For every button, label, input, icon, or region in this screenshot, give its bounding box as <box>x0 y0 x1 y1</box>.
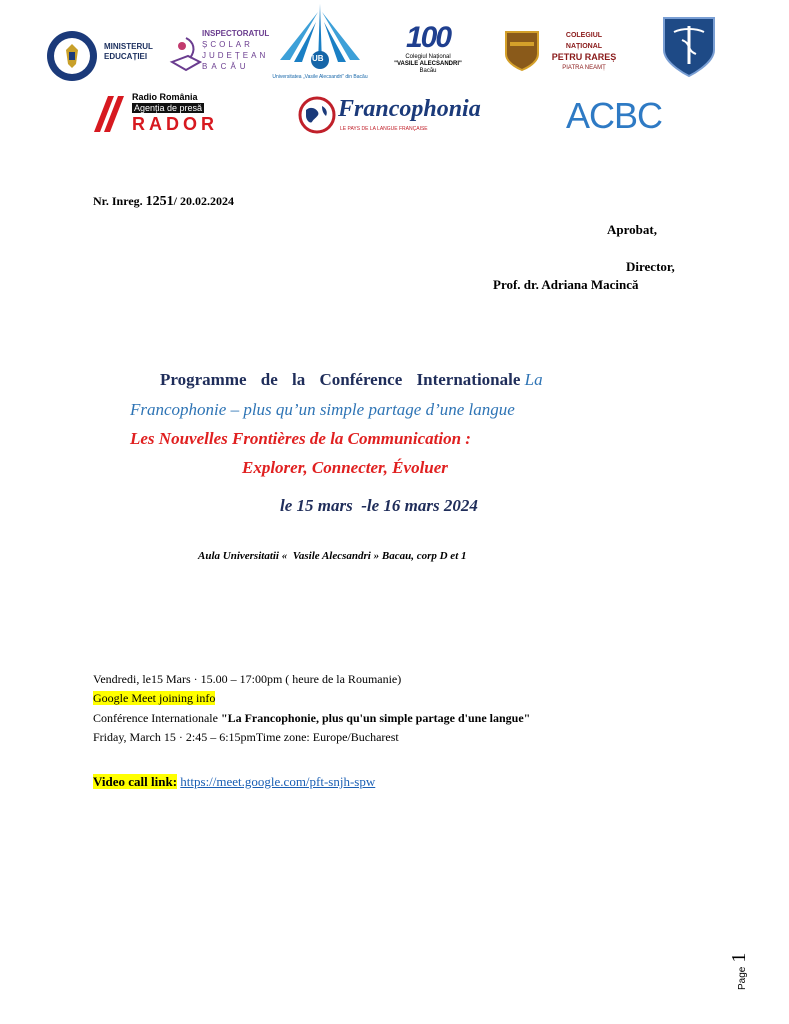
rares-line1: COLEGIUL NAȚIONAL <box>565 32 603 50</box>
video-call-line <box>93 774 375 790</box>
reg-label: Nr. Inreg. <box>93 194 143 208</box>
ub-caption: Universitatea „Vasile Alecsandri” din Bacău <box>272 74 368 80</box>
registration-line <box>93 194 234 210</box>
inspectoratul-line2: ȘCOLAR <box>202 40 253 49</box>
ub-logo <box>270 2 370 84</box>
programme-line3: Les Nouvelles Frontières de la Communication : <box>130 429 471 448</box>
page-footer <box>728 930 748 990</box>
page-number: 1 <box>728 952 750 963</box>
inspectoratul-line3: JUDEȚEAN <box>202 51 269 60</box>
globe-icon <box>298 96 336 134</box>
venue-line: Aula Universitatii « Vasile Alecsandri » Bacau, corp D et 1 <box>198 550 467 562</box>
ub-mark: UB <box>312 54 324 63</box>
ministerul-text: MINISTERUL EDUCAȚIEI <box>104 42 153 61</box>
video-call-label: Video call link: <box>93 774 178 789</box>
rares-crest-icon <box>500 28 544 72</box>
rares-logo <box>500 26 620 76</box>
meeting-schedule: Vendredi, le15 Mars · 15.00 – 17:00pm ( heure de la Roumanie) <box>93 672 402 686</box>
director-name: Prof. dr. Adriana Macincă <box>493 277 639 292</box>
inspectoratul-logo <box>168 28 270 78</box>
meet-info-label: Google Meet joining info <box>93 691 216 705</box>
video-call-link[interactable]: https://meet.google.com/pft-snjh-spw <box>180 774 376 789</box>
quill-book-icon <box>168 32 204 76</box>
programme-line4: Explorer, Connecter, Évoluer <box>242 458 448 477</box>
francophonia-logo: Francophonia LE PAYS DE LA LANGUE FRANÇAISE <box>298 94 498 140</box>
programme-line2: Francophonie – plus qu’un simple partage d’une langue <box>130 400 515 419</box>
friday-line: Friday, March 15 · 2:45 – 6:15pmTime zone: Europe/Bucharest <box>93 730 399 744</box>
programme-title: Programme de la Conférence Internationale <box>160 370 521 389</box>
rares-line2: PETRU RAREȘ <box>551 52 617 62</box>
reg-date: / 20.02.2024 <box>173 194 235 208</box>
guvernul-seal-icon <box>46 30 98 82</box>
radio-stripes-icon <box>90 94 128 134</box>
colegiul-va-logo: 100 Colegiul Național "VASILE ALECSANDRI" Bacău <box>388 22 468 84</box>
rares-line3: PIATRA NEAMȚ <box>562 65 606 71</box>
conference-line: Conférence Internationale "La Francophonie, plus qu'un simple partage d'une langue" <box>93 711 531 725</box>
programme-line1: Programme de la Conférence Internationale La <box>160 370 543 389</box>
caduceus-shield-icon <box>662 16 716 78</box>
guvernul-logo <box>46 30 98 82</box>
centenary-number: 100 <box>405 21 451 54</box>
inspectoratul-line4: BACĂU <box>202 62 250 71</box>
shield-logo <box>662 16 716 78</box>
inspectoratul-line1: INSPECTORATUL <box>202 29 270 38</box>
page-label: Page <box>737 966 748 990</box>
approved-label: Aprobat, <box>607 222 657 237</box>
radio-logo: Radio România Agenția de presă RADOR <box>90 92 250 138</box>
acbc-logo: ACBC <box>566 95 663 136</box>
director-title: Director, <box>626 259 675 274</box>
reg-number: 1251 <box>145 194 174 209</box>
programme-dates: le 15 mars -le 16 mars 2024 <box>280 496 478 515</box>
